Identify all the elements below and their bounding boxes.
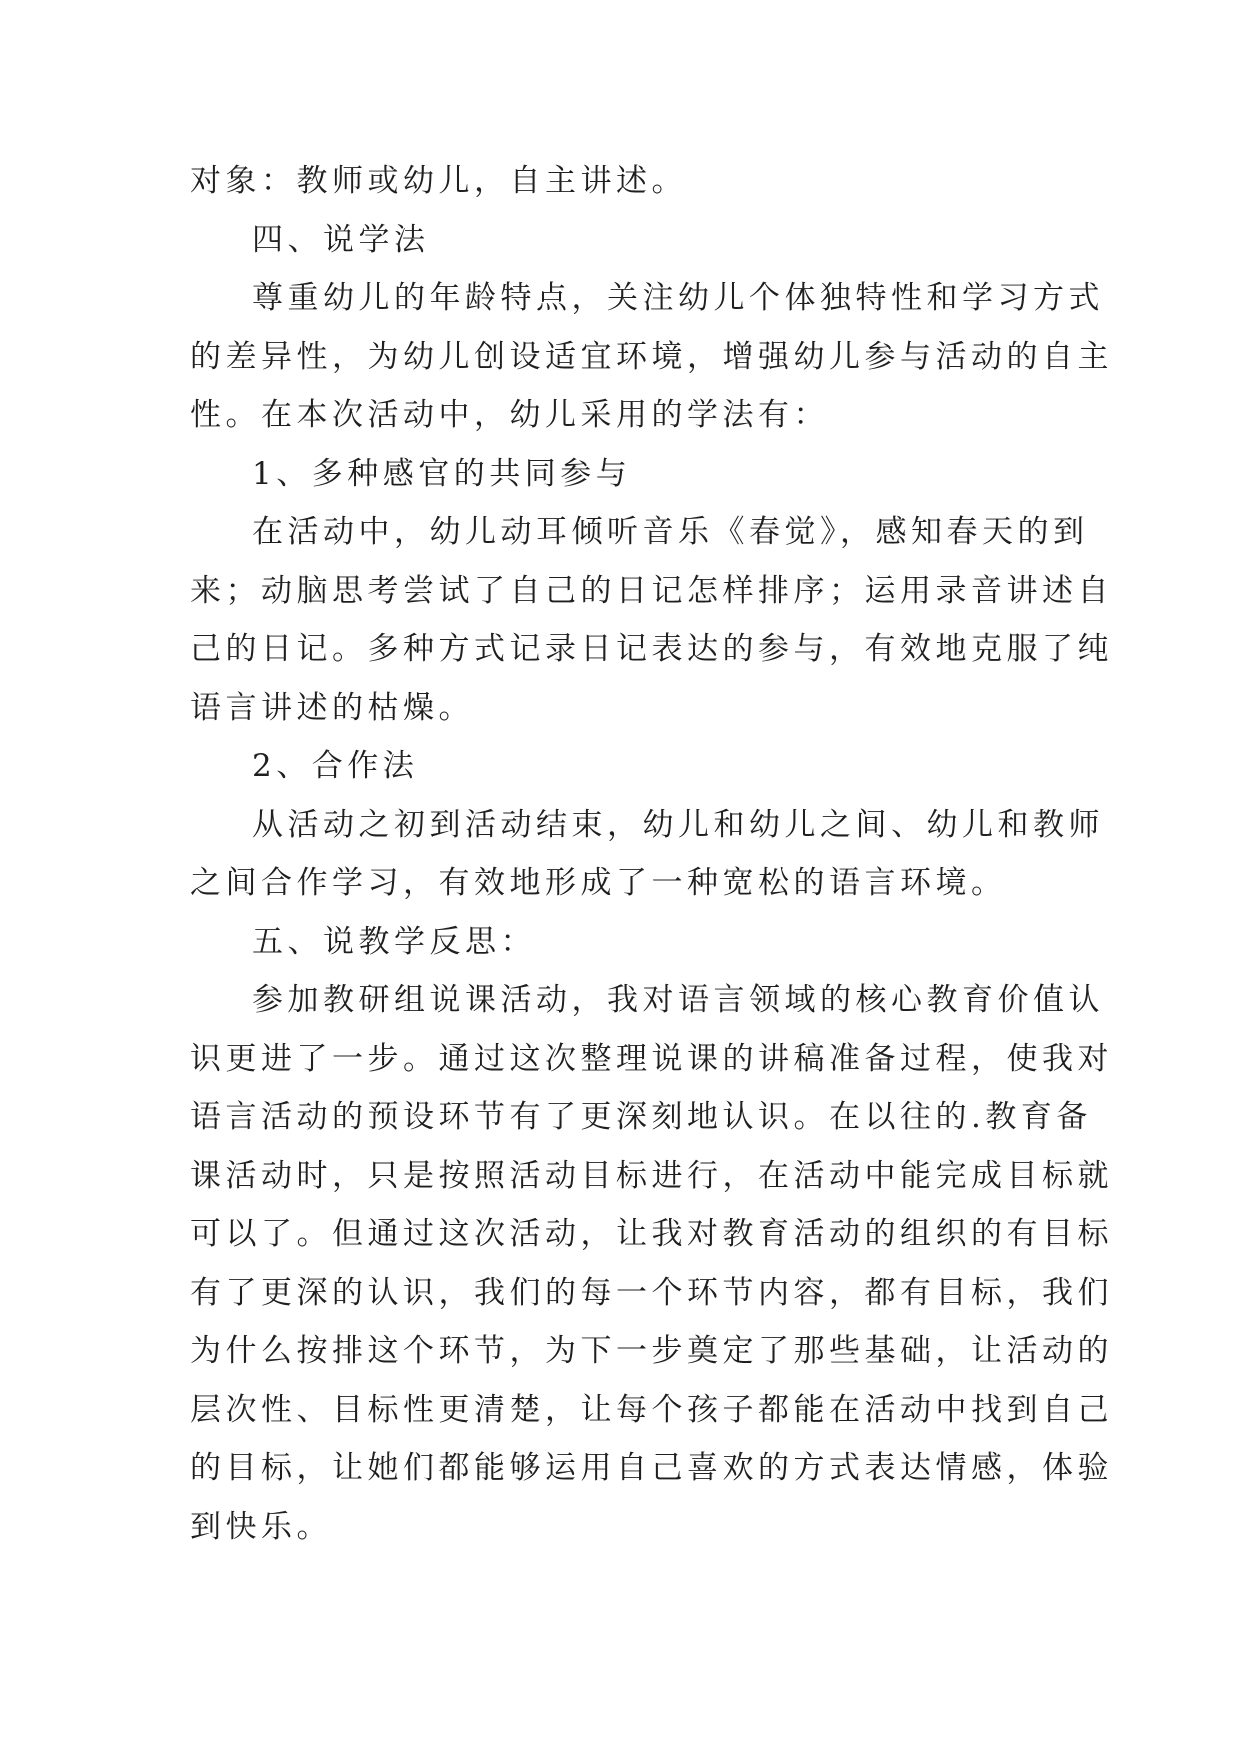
text-line: 为什么按排这个环节，为下一步奠定了那些基础，让活动的 [190, 1333, 1113, 1369]
text-line: 性。在本次活动中，幼儿采用的学法有： [190, 397, 829, 433]
text-line: 己的日记。多种方式记录日记表达的参与，有效地克服了纯 [190, 631, 1113, 667]
text-line: 的目标，让她们都能够运用自己喜欢的方式表达情感，体验 [190, 1450, 1113, 1486]
text-line: 到快乐。 [190, 1508, 332, 1545]
text-line: 可以了。但通过这次活动，让我对教育活动的组织的有目标 [190, 1216, 1113, 1252]
text-line: 来；动脑思考尝试了自己的日记怎样排序；运用录音讲述自 [190, 572, 1113, 609]
subheading-cooperation: 2、合作法 [252, 748, 419, 784]
text-line: 语言讲述的枯燥。 [190, 689, 474, 726]
text-line: 的差异性，为幼儿创设适宜环境，增强幼儿参与活动的自主 [190, 338, 1113, 375]
text-line: 课活动时，只是按照活动目标进行，在活动中能完成目标就 [190, 1157, 1113, 1194]
text-line: 层次性、目标性更清楚，让每个孩子都能在活动中找到自己 [190, 1391, 1113, 1428]
text-line: 参加教研组说课活动，我对语言领域的核心教育价值认 [252, 982, 1104, 1018]
text-line: 从活动之初到活动结束，幼儿和幼儿之间、幼儿和教师 [252, 806, 1104, 843]
text-line: 对象：教师或幼儿，自主讲述。 [190, 163, 687, 199]
text-line: 语言活动的预设环节有了更深刻地认识。在以往的.教育备 [190, 1099, 1092, 1135]
text-line: 有了更深的认识，我们的每一个环节内容，都有目标，我们 [190, 1274, 1113, 1311]
subheading-multi-sensory: 1、多种感官的共同参与 [252, 455, 632, 492]
section-heading-reflection: 五、说教学反思： [252, 923, 536, 960]
text-line: 在活动中，幼儿动耳倾听音乐《春觉》，感知春天的到 [252, 514, 1089, 550]
text-line: 识更进了一步。通过这次整理说课的讲稿准备过程，使我对 [190, 1040, 1113, 1077]
text-line: 尊重幼儿的年龄特点，关注幼儿个体独特性和学习方式 [252, 280, 1104, 316]
document-body [190, 152, 1113, 1556]
text-line: 之间合作学习，有效地形成了一种宽松的语言环境。 [190, 865, 1007, 901]
section-heading-study-methods: 四、说学法 [252, 221, 430, 258]
